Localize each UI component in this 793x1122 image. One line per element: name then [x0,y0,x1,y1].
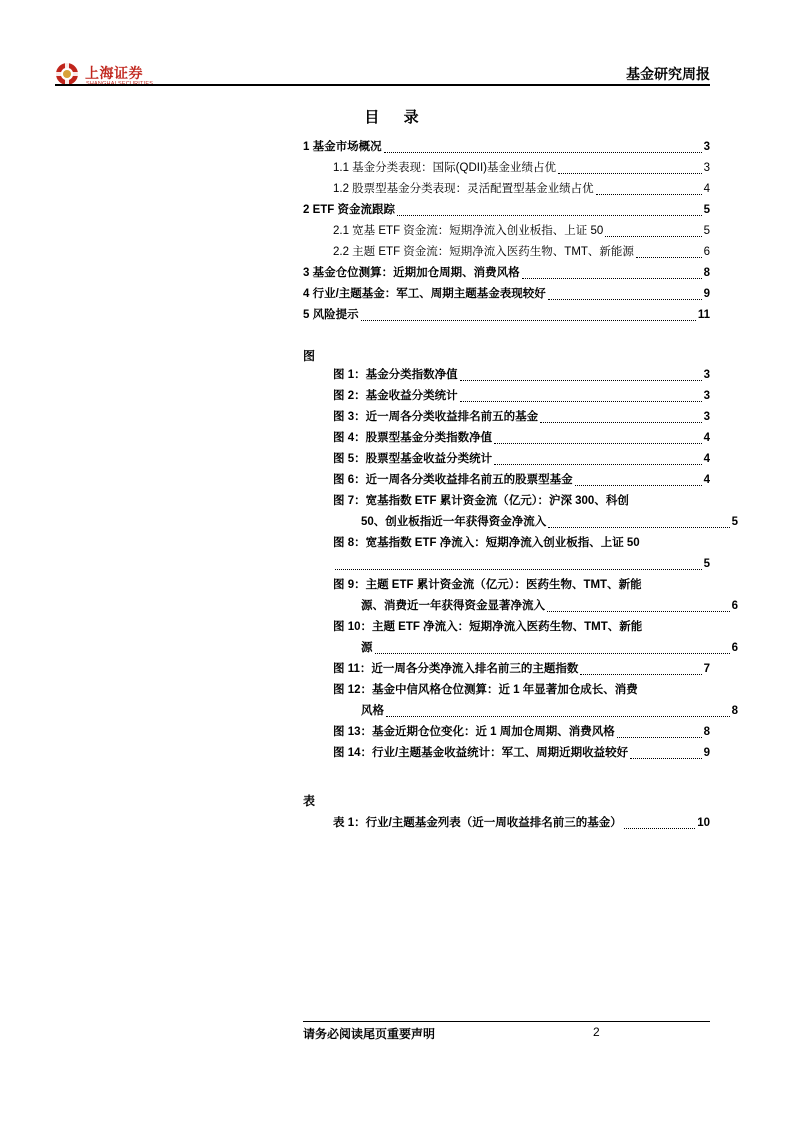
toc-entry-page: 4 [703,453,710,465]
footer-divider [303,1021,710,1022]
toc-entry-table-1[interactable] [333,813,710,834]
toc-entry-title: 图 3：近一周各分类收益排名前五的基金 [333,411,539,423]
toc-entry-figure-4[interactable] [333,428,710,449]
toc-entry-title: 5 风险提示 [303,309,359,321]
toc-title: 目 录 [364,109,429,126]
toc-entry-page: 5 [703,558,710,570]
toc-entry-page: 8 [731,705,738,717]
toc-entry-figure-6[interactable] [333,470,710,491]
toc-entry-title: 2.2 主题 ETF 资金流：短期净流入医药生物、TMT、新能源 [333,246,634,258]
toc-entry-title-line2: 风格 [361,705,384,717]
tables-heading: 表 [303,794,316,808]
toc-entry-section-2-2[interactable] [333,242,710,263]
footer-disclaimer: 请务必阅读尾页重要声明 [303,1027,436,1041]
shanghai-securities-logo-icon [55,62,79,86]
toc-entry-section-1-2[interactable] [333,179,710,200]
toc-entry-title: 图 11：近一周各分类净流入排名前三的主题指数 [333,663,579,675]
toc-entry-title: 图 5：股票型基金收益分类统计 [333,453,493,465]
toc-entry-section-1[interactable] [303,137,710,158]
toc-entry-title: 图 4：股票型基金分类指数净值 [333,432,493,444]
toc-entry-title-line2: 源、消费近一年获得资金显著净流入 [361,600,545,612]
toc-entry-page: 7 [703,663,710,675]
toc-entry-title: 1 基金市场概况 [303,141,382,153]
page-number: 2 [593,1025,600,1039]
logo-text-en: SHANGHAI SECURITIES [86,81,154,87]
toc-entry-section-2-1[interactable] [333,221,710,242]
toc-entry-page: 8 [703,726,710,738]
toc-entry-title: 图 2：基金收益分类统计 [333,390,458,402]
toc-entry-page: 4 [703,474,710,486]
toc-entry-title: 1.2 股票型基金分类表现：灵活配置型基金业绩占优 [333,183,594,195]
toc-entry-figure-2[interactable] [333,386,710,407]
report-type-title: 基金研究周报 [626,66,710,82]
toc-entry-figure-5[interactable] [333,449,710,470]
toc-entry-title-line1: 图 10：主题 ETF 净流入：短期净流入医药生物、TMT、新能 [333,621,643,633]
toc-entry-title: 图 13：基金近期仓位变化：近 1 周加仓周期、消费风格 [333,726,615,738]
toc-entry-title: 图 6：近一周各分类收益排名前五的股票型基金 [333,474,573,486]
toc-entry-title: 3 基金仓位测算：近期加仓周期、消费风格 [303,267,520,279]
toc-entry-title: 2.1 宽基 ETF 资金流：短期净流入创业板指、上证 50 [333,225,604,237]
toc-entry-section-3[interactable] [303,263,710,284]
logo-text-cn: 上海证券 [85,65,143,81]
toc-entry-figure-7[interactable] [333,491,738,533]
toc-entry-title: 4 行业/主题基金：军工、周期主题基金表现较好 [303,288,546,300]
toc-entry-page: 11 [697,309,710,321]
toc-entry-page: 5 [731,516,738,528]
toc-entry-page: 4 [703,432,710,444]
toc-entry-page: 3 [703,162,710,174]
toc-entry-page: 6 [731,600,738,612]
toc-entry-figure-11[interactable] [333,659,710,680]
header-divider [55,84,710,86]
toc-entry-title: 1.1 基金分类表现：国际(QDII)基金业绩占优 [333,162,556,174]
toc-entry-title: 表 1：行业/主题基金列表（近一周收益排名前三的基金） [333,817,622,829]
toc-entry-section-1-1[interactable] [333,158,710,179]
toc-entry-title-line2: 源 [361,642,373,654]
toc-entry-section-5[interactable] [303,305,710,326]
toc-entry-page: 9 [703,747,710,759]
toc-entry-page: 3 [703,369,710,381]
toc-entry-title-line1: 图 12：基金中信风格仓位测算：近 1 年显著加仓成长、消费 [333,684,638,696]
toc-entry-page: 5 [703,204,710,216]
toc-entry-page: 8 [703,267,710,279]
figures-heading: 图 [303,349,316,363]
toc-entry-figure-1[interactable] [333,365,710,386]
toc-entry-figure-10[interactable] [333,617,738,659]
toc-entry-title: 2 ETF 资金流跟踪 [303,204,396,216]
toc-entry-page: 3 [703,141,710,153]
toc-entry-page: 6 [703,246,710,258]
toc-entry-page: 3 [703,411,710,423]
toc-entry-section-4[interactable] [303,284,710,305]
toc-entry-title-line1: 图 9：主题 ETF 累计资金流（亿元）：医药生物、TMT、新能 [333,579,642,591]
toc-entry-title: 图 14：行业/主题基金收益统计：军工、周期近期收益较好 [333,747,629,759]
toc-entry-page: 9 [703,288,710,300]
toc-entry-figure-12[interactable] [333,680,738,722]
toc-entry-title-line2: 50、创业板指近一年获得资金净流入 [361,516,547,528]
toc-entry-page: 3 [703,390,710,402]
toc-entry-page: 4 [703,183,710,195]
toc-entry-title-line1: 图 7：宽基指数 ETF 累计资金流（亿元）：沪深 300、科创 [333,495,629,507]
toc-entry-title-line1: 图 8：宽基指数 ETF 净流入：短期净流入创业板指、上证 50 [333,537,640,549]
toc-entry-section-2[interactable] [303,200,710,221]
toc-entry-page: 10 [697,817,710,829]
toc-entry-page: 5 [703,225,710,237]
toc-entry-figure-13[interactable] [333,722,710,743]
toc-entry-page: 6 [731,642,738,654]
toc-entry-figure-9[interactable] [333,575,738,617]
toc-entry-figure-3[interactable] [333,407,710,428]
toc-entry-figure-14[interactable] [333,743,710,764]
toc-entry-figure-8[interactable] [333,533,710,575]
toc-entry-title: 图 1：基金分类指数净值 [333,369,458,381]
